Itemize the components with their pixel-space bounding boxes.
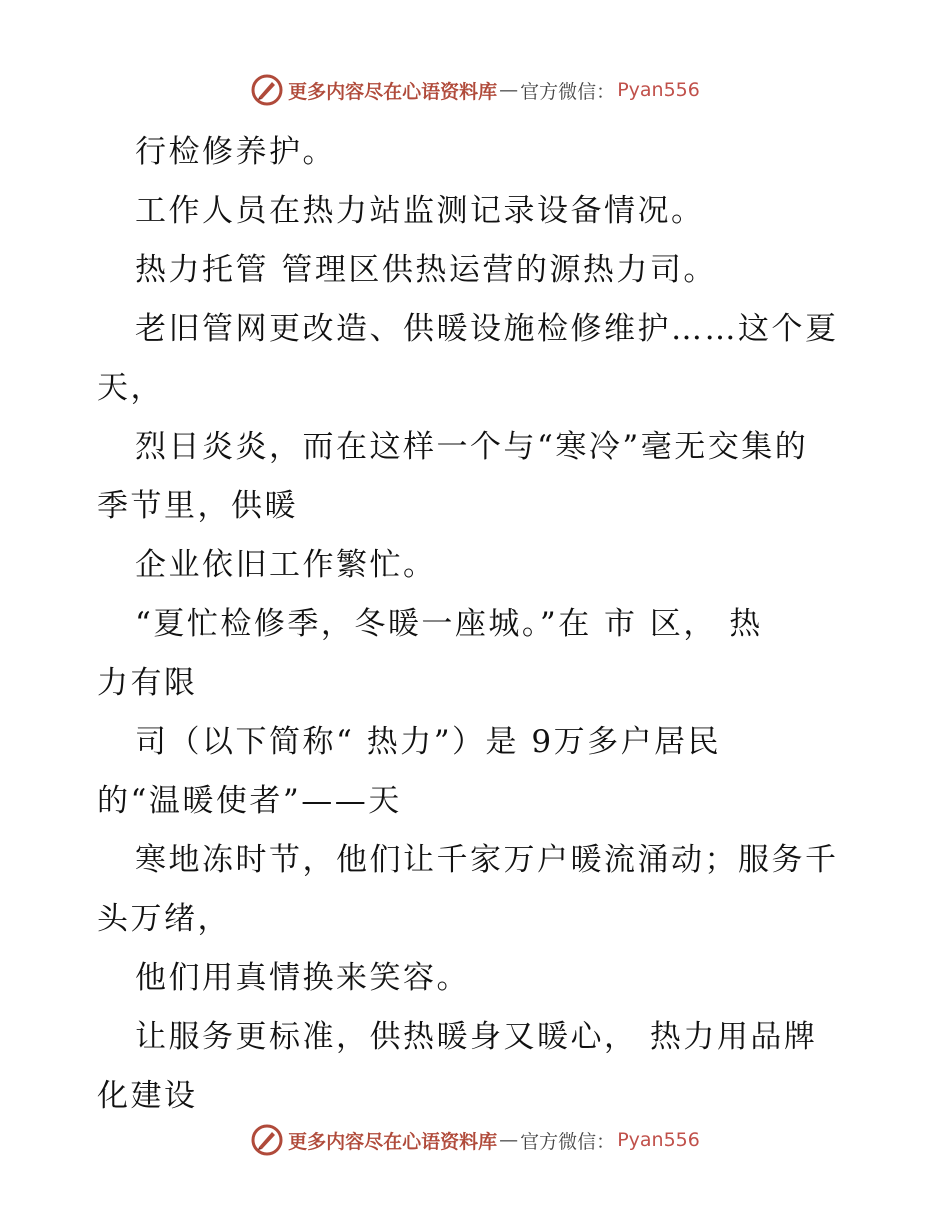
body-line: 力有限 — [97, 665, 198, 701]
body-line: 化建设 — [97, 1078, 198, 1114]
watermark-wechat-label: 官方微信： — [520, 80, 616, 103]
header-watermark — [0, 70, 950, 110]
watermark-wechat-id: Pyan556 — [617, 1129, 700, 1151]
body-line: 司（以下简称“ 热力”）是 9万多户居民 — [135, 724, 722, 760]
quill-seal-icon — [250, 73, 284, 107]
body-line: 热力托管 管理区供热运营的源热力司。 — [135, 252, 717, 288]
watermark-dash: — — [499, 79, 519, 101]
body-line: 企业依旧工作繁忙。 — [135, 547, 437, 583]
watermark-dash: — — [499, 1129, 519, 1151]
body-line: 寒地冻时节，他们让千家万户暖流涌动；服务千 — [135, 842, 839, 878]
watermark-brand-text: 更多内容尽在心语资料库 — [288, 1130, 498, 1153]
body-line: 烈日炎炎，而在这样一个与“寒冷”毫无交集的 — [135, 429, 809, 465]
body-line: “夏忙检修季，冬暖一座城。”在 市 区， 热 — [135, 606, 763, 642]
body-line: 季节里，供暖 — [97, 488, 298, 524]
watermark-wechat-label: 官方微信： — [520, 1130, 616, 1153]
body-line: 让服务更标准，供热暖身又暖心， 热力用品牌 — [135, 1019, 818, 1055]
body-line: 的“温暖使者”——天 — [97, 783, 402, 819]
quill-seal-icon — [250, 1123, 284, 1157]
body-line: 他们用真情换来笑容。 — [135, 960, 470, 996]
watermark-brand-text: 更多内容尽在心语资料库 — [288, 80, 498, 103]
footer-watermark — [0, 1120, 950, 1160]
body-line: 头万绪， — [97, 901, 231, 937]
document-body — [97, 123, 857, 1126]
body-line: 天， — [97, 370, 164, 406]
body-line: 行检修养护。 — [135, 134, 336, 170]
body-line: 工作人员在热力站监测记录设备情况。 — [135, 193, 705, 229]
body-line: 老旧管网更改造、供暖设施检修维护……这个夏 — [135, 311, 839, 347]
watermark-wechat-id: Pyan556 — [617, 79, 700, 101]
